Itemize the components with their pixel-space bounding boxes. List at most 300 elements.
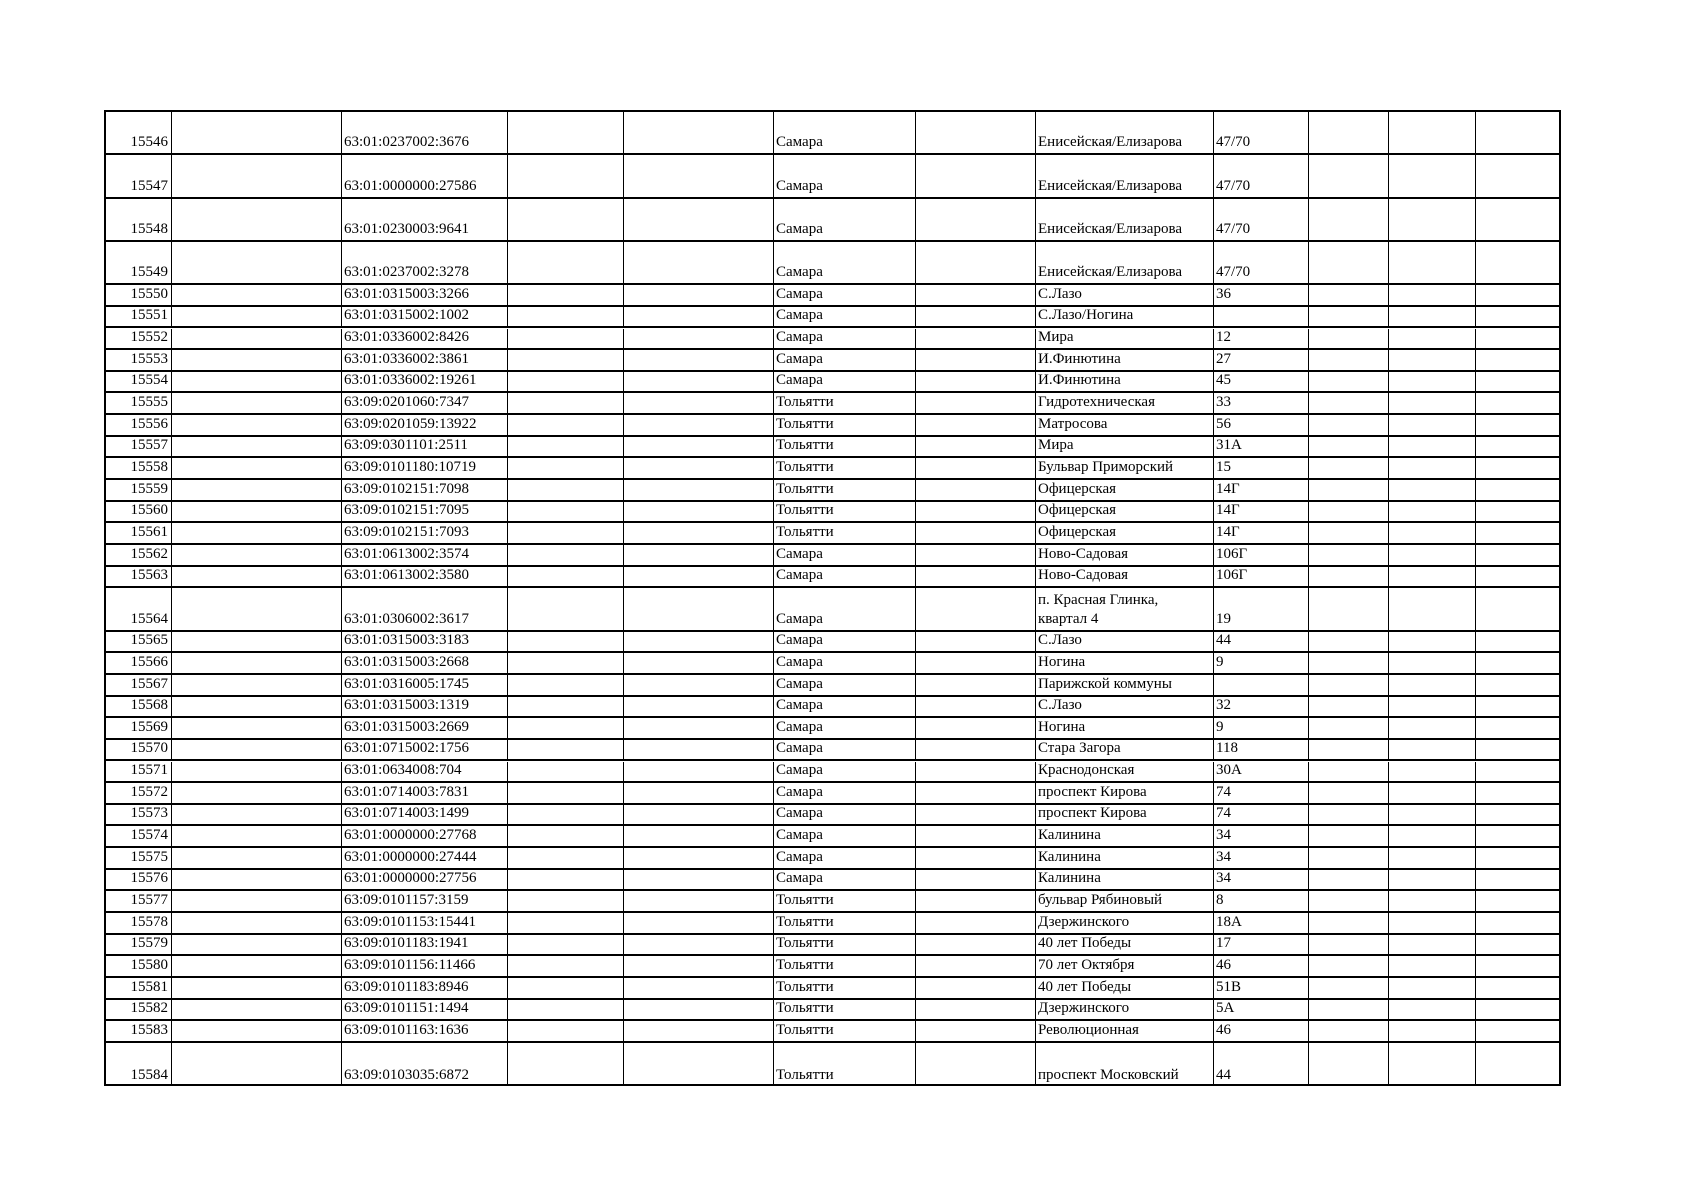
empty-cell	[1309, 567, 1389, 587]
empty-cell	[172, 545, 342, 565]
city-cell: Самара	[774, 567, 916, 587]
city-cell: Тольятти	[774, 502, 916, 522]
empty-cell	[624, 718, 774, 738]
empty-cell	[172, 675, 342, 695]
city-cell: Тольятти	[774, 415, 916, 435]
empty-cell	[172, 567, 342, 587]
empty-cell	[916, 870, 1036, 890]
empty-cell	[508, 956, 624, 976]
empty-cell	[1309, 350, 1389, 370]
row-number-cell: 15567	[106, 675, 172, 695]
empty-cell	[1476, 372, 1559, 392]
house-number-cell: 106Г	[1214, 567, 1309, 587]
table-row	[106, 653, 1559, 675]
city-cell: Самара	[774, 372, 916, 392]
city-cell: Тольятти	[774, 480, 916, 500]
empty-cell	[172, 826, 342, 846]
row-number-cell: 15570	[106, 740, 172, 760]
table-row	[106, 545, 1559, 567]
empty-cell	[508, 1021, 624, 1041]
cadastral-number-cell: 63:01:0230003:9641	[342, 199, 508, 240]
city-cell: Тольятти	[774, 458, 916, 478]
empty-cell	[1389, 329, 1476, 349]
street-cell: бульвар Рябиновый	[1036, 891, 1214, 911]
cadastral-number-cell: 63:09:0101156:11466	[342, 956, 508, 976]
cadastral-number-cell: 63:01:0315003:2668	[342, 653, 508, 673]
empty-cell	[916, 329, 1036, 349]
empty-cell	[1476, 415, 1559, 435]
house-number-cell: 44	[1214, 1043, 1309, 1086]
empty-cell	[1389, 978, 1476, 998]
empty-cell	[508, 762, 624, 782]
empty-cell	[916, 480, 1036, 500]
house-number-cell: 106Г	[1214, 545, 1309, 565]
empty-cell	[624, 588, 774, 629]
empty-cell	[1476, 978, 1559, 998]
street-cell: Дзержинского	[1036, 913, 1214, 933]
empty-cell	[916, 783, 1036, 803]
house-number-cell: 17	[1214, 935, 1309, 955]
empty-cell	[624, 329, 774, 349]
street-cell: Ногина	[1036, 718, 1214, 738]
empty-cell	[1389, 285, 1476, 305]
empty-cell	[508, 913, 624, 933]
house-number-cell: 47/70	[1214, 112, 1309, 153]
empty-cell	[624, 697, 774, 717]
city-cell: Самара	[774, 307, 916, 327]
row-number-cell: 15547	[106, 155, 172, 196]
house-number-cell: 74	[1214, 783, 1309, 803]
table-row	[106, 1043, 1559, 1086]
cadastral-number-cell: 63:09:0102151:7098	[342, 480, 508, 500]
empty-cell	[1309, 632, 1389, 652]
empty-cell	[508, 502, 624, 522]
table-row	[106, 956, 1559, 978]
empty-cell	[916, 545, 1036, 565]
street-cell: Мира	[1036, 329, 1214, 349]
cadastral-number-cell: 63:01:0336002:19261	[342, 372, 508, 392]
row-number-cell: 15573	[106, 805, 172, 825]
row-number-cell: 15572	[106, 783, 172, 803]
row-number-cell: 15578	[106, 913, 172, 933]
empty-cell	[916, 740, 1036, 760]
empty-cell	[916, 891, 1036, 911]
empty-cell	[1476, 1021, 1559, 1041]
table-row	[106, 502, 1559, 524]
empty-cell	[1309, 675, 1389, 695]
house-number-cell: 47/70	[1214, 155, 1309, 196]
cadastral-number-cell: 63:09:0101180:10719	[342, 458, 508, 478]
empty-cell	[172, 350, 342, 370]
cadastral-number-cell: 63:01:0000000:27756	[342, 870, 508, 890]
empty-cell	[508, 393, 624, 413]
city-cell: Самара	[774, 762, 916, 782]
empty-cell	[508, 350, 624, 370]
empty-cell	[1309, 1000, 1389, 1020]
table-row	[106, 242, 1559, 285]
city-cell: Самара	[774, 805, 916, 825]
empty-cell	[1389, 805, 1476, 825]
empty-cell	[1389, 632, 1476, 652]
table-row	[106, 848, 1559, 870]
row-number-cell: 15559	[106, 480, 172, 500]
empty-cell	[916, 1043, 1036, 1086]
cadastral-number-cell: 63:09:0102151:7093	[342, 523, 508, 543]
street-cell: 70 лет Октября	[1036, 956, 1214, 976]
empty-cell	[624, 1000, 774, 1020]
empty-cell	[1309, 783, 1389, 803]
cadastral-number-cell: 63:01:0315003:2669	[342, 718, 508, 738]
empty-cell	[172, 523, 342, 543]
city-cell: Тольятти	[774, 956, 916, 976]
empty-cell	[1389, 155, 1476, 196]
cadastral-number-cell: 63:01:0315003:3183	[342, 632, 508, 652]
house-number-cell: 9	[1214, 653, 1309, 673]
empty-cell	[508, 740, 624, 760]
empty-cell	[1476, 437, 1559, 457]
cadastral-number-cell: 63:01:0714003:7831	[342, 783, 508, 803]
empty-cell	[624, 307, 774, 327]
empty-cell	[624, 632, 774, 652]
house-number-cell: 44	[1214, 632, 1309, 652]
cadastral-number-cell: 63:09:0101183:1941	[342, 935, 508, 955]
empty-cell	[1476, 285, 1559, 305]
empty-cell	[1389, 1043, 1476, 1086]
row-number-cell: 15551	[106, 307, 172, 327]
empty-cell	[916, 285, 1036, 305]
empty-cell	[916, 956, 1036, 976]
empty-cell	[172, 783, 342, 803]
empty-cell	[1309, 393, 1389, 413]
empty-cell	[1309, 848, 1389, 868]
empty-cell	[1309, 502, 1389, 522]
empty-cell	[172, 1043, 342, 1086]
empty-cell	[1476, 307, 1559, 327]
cadastral-number-cell: 63:01:0315003:3266	[342, 285, 508, 305]
empty-cell	[508, 1000, 624, 1020]
empty-cell	[1476, 632, 1559, 652]
empty-cell	[1389, 307, 1476, 327]
empty-cell	[624, 913, 774, 933]
empty-cell	[1476, 242, 1559, 283]
table-row	[106, 350, 1559, 372]
empty-cell	[172, 458, 342, 478]
empty-cell	[1476, 848, 1559, 868]
row-number-cell: 15577	[106, 891, 172, 911]
empty-cell	[1309, 978, 1389, 998]
empty-cell	[172, 199, 342, 240]
empty-cell	[1476, 740, 1559, 760]
house-number-cell	[1214, 307, 1309, 327]
empty-cell	[508, 870, 624, 890]
row-number-cell: 15565	[106, 632, 172, 652]
empty-cell	[1389, 523, 1476, 543]
empty-cell	[172, 242, 342, 283]
table-row	[106, 805, 1559, 827]
row-number-cell: 15568	[106, 697, 172, 717]
empty-cell	[1389, 740, 1476, 760]
empty-cell	[172, 805, 342, 825]
empty-cell	[624, 740, 774, 760]
cadastral-number-cell: 63:09:0101153:15441	[342, 913, 508, 933]
cadastral-number-cell: 63:01:0237002:3676	[342, 112, 508, 153]
table-row	[106, 112, 1559, 155]
city-cell: Самара	[774, 588, 916, 629]
street-cell: Ново-Садовая	[1036, 545, 1214, 565]
cadastral-number-cell: 63:01:0000000:27586	[342, 155, 508, 196]
empty-cell	[1389, 1000, 1476, 1020]
house-number-cell	[1214, 675, 1309, 695]
house-number-cell: 45	[1214, 372, 1309, 392]
empty-cell	[508, 242, 624, 283]
empty-cell	[1309, 155, 1389, 196]
city-cell: Самара	[774, 285, 916, 305]
city-cell: Самара	[774, 653, 916, 673]
street-cell: И.Финютина	[1036, 350, 1214, 370]
cadastral-number-cell: 63:01:0715002:1756	[342, 740, 508, 760]
city-cell: Тольятти	[774, 913, 916, 933]
row-number-cell: 15555	[106, 393, 172, 413]
empty-cell	[508, 935, 624, 955]
empty-cell	[1389, 826, 1476, 846]
row-number-cell: 15576	[106, 870, 172, 890]
table-row	[106, 588, 1559, 631]
empty-cell	[1389, 112, 1476, 153]
cadastral-number-cell: 63:01:0336002:3861	[342, 350, 508, 370]
street-cell: Енисейская/Елизарова	[1036, 242, 1214, 283]
empty-cell	[624, 805, 774, 825]
empty-cell	[1389, 480, 1476, 500]
empty-cell	[916, 458, 1036, 478]
row-number-cell: 15549	[106, 242, 172, 283]
empty-cell	[172, 956, 342, 976]
house-number-cell: 14Г	[1214, 502, 1309, 522]
table-row	[106, 329, 1559, 351]
empty-cell	[1389, 350, 1476, 370]
empty-cell	[1309, 697, 1389, 717]
empty-cell	[1476, 783, 1559, 803]
street-cell: проспект Кирова	[1036, 805, 1214, 825]
table-row	[106, 415, 1559, 437]
empty-cell	[1389, 675, 1476, 695]
row-number-cell: 15557	[106, 437, 172, 457]
empty-cell	[172, 307, 342, 327]
row-number-cell: 15550	[106, 285, 172, 305]
empty-cell	[172, 891, 342, 911]
empty-cell	[916, 112, 1036, 153]
empty-cell	[624, 891, 774, 911]
table-row	[106, 155, 1559, 198]
empty-cell	[916, 415, 1036, 435]
street-cell: Гидротехническая	[1036, 393, 1214, 413]
house-number-cell: 36	[1214, 285, 1309, 305]
empty-cell	[624, 870, 774, 890]
empty-cell	[1476, 588, 1559, 629]
empty-cell	[1389, 567, 1476, 587]
city-cell: Самара	[774, 199, 916, 240]
empty-cell	[1389, 697, 1476, 717]
empty-cell	[1309, 545, 1389, 565]
house-number-cell: 34	[1214, 870, 1309, 890]
street-cell: Калинина	[1036, 826, 1214, 846]
house-number-cell: 15	[1214, 458, 1309, 478]
empty-cell	[1476, 199, 1559, 240]
empty-cell	[1476, 697, 1559, 717]
street-cell: И.Финютина	[1036, 372, 1214, 392]
empty-cell	[916, 653, 1036, 673]
empty-cell	[916, 697, 1036, 717]
cadastral-number-cell: 63:09:0101183:8946	[342, 978, 508, 998]
house-number-cell: 18А	[1214, 913, 1309, 933]
table-row	[106, 870, 1559, 892]
empty-cell	[916, 1000, 1036, 1020]
house-number-cell: 33	[1214, 393, 1309, 413]
city-cell: Самара	[774, 697, 916, 717]
street-cell: С.Лазо	[1036, 632, 1214, 652]
house-number-cell: 74	[1214, 805, 1309, 825]
row-number-cell: 15564	[106, 588, 172, 629]
registry-table	[104, 110, 1561, 1086]
table-row	[106, 307, 1559, 329]
table-row	[106, 437, 1559, 459]
empty-cell	[508, 199, 624, 240]
city-cell: Самара	[774, 350, 916, 370]
empty-cell	[172, 1000, 342, 1020]
street-cell: Енисейская/Елизарова	[1036, 199, 1214, 240]
empty-cell	[1476, 112, 1559, 153]
empty-cell	[508, 826, 624, 846]
street-cell: п. Красная Глинка, квартал 4	[1036, 588, 1214, 629]
empty-cell	[172, 155, 342, 196]
empty-cell	[1389, 242, 1476, 283]
house-number-cell: 30А	[1214, 762, 1309, 782]
empty-cell	[1309, 956, 1389, 976]
street-cell: Краснодонская	[1036, 762, 1214, 782]
empty-cell	[1309, 718, 1389, 738]
house-number-cell: 32	[1214, 697, 1309, 717]
table-row	[106, 826, 1559, 848]
street-cell: С.Лазо	[1036, 697, 1214, 717]
empty-cell	[1389, 415, 1476, 435]
empty-cell	[624, 978, 774, 998]
city-cell: Тольятти	[774, 523, 916, 543]
street-cell: Дзержинского	[1036, 1000, 1214, 1020]
empty-cell	[916, 588, 1036, 629]
empty-cell	[1309, 199, 1389, 240]
city-cell: Самара	[774, 242, 916, 283]
empty-cell	[624, 480, 774, 500]
row-number-cell: 15571	[106, 762, 172, 782]
empty-cell	[1476, 155, 1559, 196]
row-number-cell: 15553	[106, 350, 172, 370]
city-cell: Самара	[774, 675, 916, 695]
house-number-cell: 47/70	[1214, 199, 1309, 240]
table-row	[106, 1000, 1559, 1022]
empty-cell	[916, 762, 1036, 782]
empty-cell	[172, 740, 342, 760]
empty-cell	[508, 458, 624, 478]
table-row	[106, 740, 1559, 762]
empty-cell	[624, 393, 774, 413]
house-number-cell: 56	[1214, 415, 1309, 435]
empty-cell	[916, 826, 1036, 846]
empty-cell	[1309, 523, 1389, 543]
empty-cell	[1476, 956, 1559, 976]
street-cell: Парижской коммуны	[1036, 675, 1214, 695]
house-number-cell: 46	[1214, 956, 1309, 976]
empty-cell	[508, 480, 624, 500]
empty-cell	[508, 372, 624, 392]
empty-cell	[508, 718, 624, 738]
empty-cell	[508, 307, 624, 327]
empty-cell	[1309, 112, 1389, 153]
table-row	[106, 762, 1559, 784]
cadastral-number-cell: 63:01:0000000:27444	[342, 848, 508, 868]
cadastral-number-cell: 63:01:0000000:27768	[342, 826, 508, 846]
street-cell: Бульвар Приморский	[1036, 458, 1214, 478]
empty-cell	[1389, 653, 1476, 673]
empty-cell	[1309, 1043, 1389, 1086]
table-row	[106, 199, 1559, 242]
cadastral-number-cell: 63:09:0101151:1494	[342, 1000, 508, 1020]
empty-cell	[624, 1021, 774, 1041]
table-row	[106, 697, 1559, 719]
table-row	[106, 675, 1559, 697]
empty-cell	[1476, 675, 1559, 695]
cadastral-number-cell: 63:01:0316005:1745	[342, 675, 508, 695]
empty-cell	[1389, 437, 1476, 457]
empty-cell	[1476, 502, 1559, 522]
row-number-cell: 15556	[106, 415, 172, 435]
empty-cell	[916, 848, 1036, 868]
empty-cell	[624, 1043, 774, 1086]
empty-cell	[624, 415, 774, 435]
street-cell: Калинина	[1036, 848, 1214, 868]
empty-cell	[508, 523, 624, 543]
empty-cell	[1389, 502, 1476, 522]
row-number-cell: 15583	[106, 1021, 172, 1041]
empty-cell	[508, 545, 624, 565]
city-cell: Тольятти	[774, 891, 916, 911]
house-number-cell: 34	[1214, 848, 1309, 868]
table-row	[106, 458, 1559, 480]
empty-cell	[508, 567, 624, 587]
empty-cell	[1309, 242, 1389, 283]
empty-cell	[1389, 545, 1476, 565]
empty-cell	[1476, 891, 1559, 911]
city-cell: Самара	[774, 740, 916, 760]
empty-cell	[1309, 480, 1389, 500]
empty-cell	[624, 155, 774, 196]
empty-cell	[508, 848, 624, 868]
empty-cell	[508, 329, 624, 349]
empty-cell	[624, 675, 774, 695]
empty-cell	[172, 480, 342, 500]
empty-cell	[1476, 545, 1559, 565]
table-row	[106, 1021, 1559, 1043]
empty-cell	[1309, 1021, 1389, 1041]
empty-cell	[1389, 199, 1476, 240]
empty-cell	[916, 632, 1036, 652]
row-number-cell: 15560	[106, 502, 172, 522]
cadastral-number-cell: 63:01:0336002:8426	[342, 329, 508, 349]
street-cell: 40 лет Победы	[1036, 935, 1214, 955]
city-cell: Тольятти	[774, 1043, 916, 1086]
empty-cell	[1389, 783, 1476, 803]
empty-cell	[1476, 480, 1559, 500]
empty-cell	[172, 870, 342, 890]
empty-cell	[1476, 1043, 1559, 1086]
